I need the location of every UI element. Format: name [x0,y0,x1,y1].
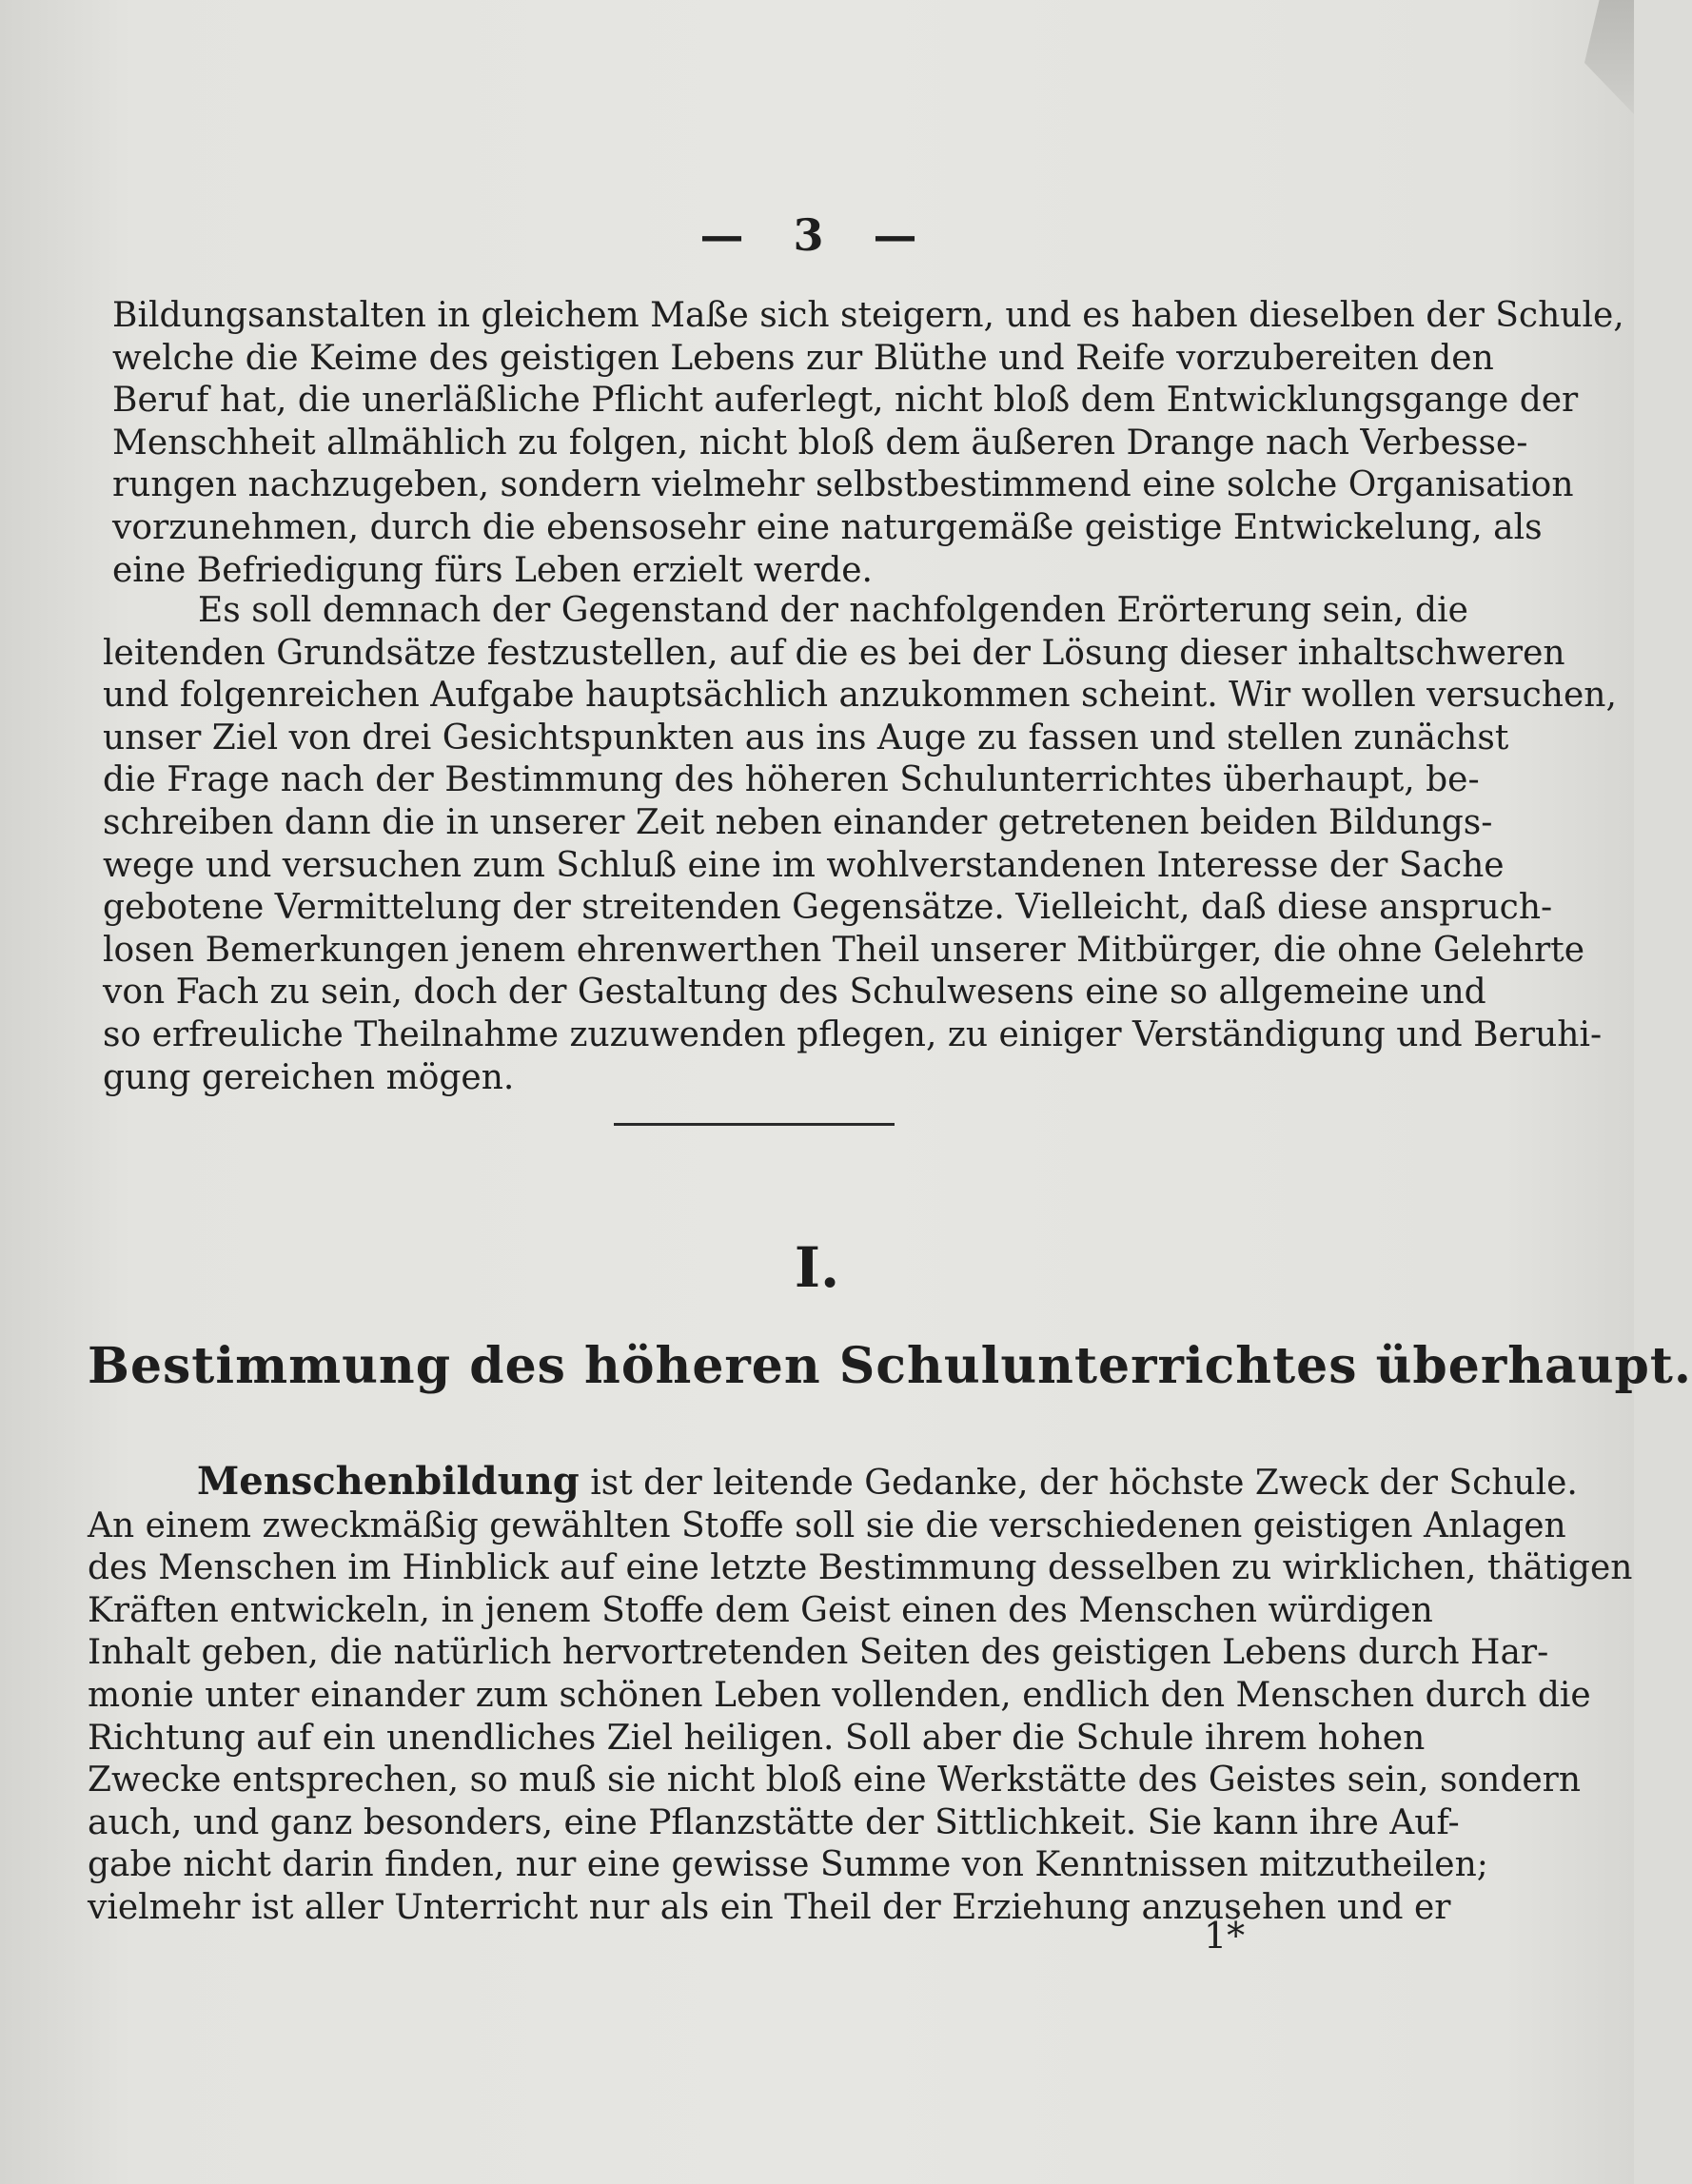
text-line-rest: ist der leitende Gedanke, der höchste Zweck der Schule. [579,1464,1578,1503]
text-line: gabe nicht darin finden, nur eine gewisse Summe von Kenntnissen mitzutheilen; [88,1845,1488,1885]
page-corner-fold [1584,0,1634,114]
text-line: so erfreuliche Theilnahme zuzuwenden pflegen, zu einiger Verständigung und Beruhi- [103,1014,1603,1054]
text-line: rungen nachzugeben, sondern vielmehr selbstbestimmend eine solche Organisation [112,465,1574,505]
text-line: gung gereichen mögen. [103,1057,515,1097]
text-line: Es soll demnach der Gegenstand der nachfolgenden Erörterung sein, die [198,591,1468,630]
text-line [88,1459,1578,1505]
text-line: die Frage nach der Bestimmung des höheren Schulunterrichtes überhaupt, be- [103,760,1480,800]
section-numeral: I. [794,1235,840,1300]
text-line: vorzunehmen, durch die ebensosehr eine naturgemäße geistige Entwickelung, als [112,507,1543,547]
text-line: Richtung auf ein unendliches Ziel heiligen. Soll aber die Schule ihrem hohen [88,1718,1426,1758]
text-line: Menschheit allmählich zu folgen, nicht bloß dem äußeren Drange nach Verbesse- [112,423,1528,462]
text-line: gebotene Vermittelung der streitenden Gegensätze. Vielleicht, daß diese anspruch- [103,888,1553,928]
text-line: des Menschen im Hinblick auf eine letzte Bestimmung desselben zu wirklichen, thätigen [88,1548,1633,1588]
text-line: monie unter einander zum schönen Leben vollenden, endlich den Menschen durch die [88,1675,1591,1715]
text-line: wege und versuchen zum Schluß eine im wohlverstandenen Interesse der Sache [103,845,1505,885]
page-number: — 3 — [699,209,935,261]
text-line: An einem zweckmäßig gewählten Stoffe soll sie die verschiedenen geistigen Anlagen [88,1505,1566,1545]
text-line: Inhalt geben, die natürlich hervortretenden Seiten des geistigen Lebens durch Har- [88,1633,1549,1673]
text-line: Kräften entwickeln, in jenem Stoffe dem Geist einen des Menschen würdigen [88,1590,1433,1630]
section-divider [614,1123,895,1126]
text-line: unser Ziel von drei Gesichtspunkten aus ins Auge zu fassen und stellen zunächst [103,718,1509,758]
text-line: leitenden Grundsätze festzustellen, auf die es bei der Lösung dieser inhaltschweren [103,633,1565,673]
text-line: von Fach zu sein, doch der Gestaltung des Schulwesens eine so allgemeine und [103,973,1486,1013]
paragraph-2 [103,590,1617,1099]
signature-mark: 1* [1204,1915,1246,1957]
text-line: Beruf hat, die unerläßliche Pflicht auferlegt, nicht bloß dem Entwicklungsgange der [112,381,1579,421]
text-line: schreiben dann die in unserer Zeit neben einander getretenen beiden Bildungs- [103,802,1493,842]
text-line: losen Bemerkungen jenem ehrenwerthen Theil unserer Mitbürger, die ohne Gelehrte [103,930,1585,970]
text-line: und folgenreichen Aufgabe hauptsächlich anzukommen scheint. Wir wollen versuchen, [103,676,1617,716]
text-line: eine Befriedigung fürs Leben erzielt werde. [112,550,873,590]
text-line: vielmehr ist aller Unterricht nur als ein Theil der Erziehung anzusehen und er [88,1887,1451,1927]
text-line: welche die Keime des geistigen Lebens zur Blüthe und Reife vorzubereiten den [112,338,1494,378]
paragraph-3 [88,1459,1633,1930]
paragraph-1 [112,295,1624,592]
text-line: Zwecke entsprechen, so muß sie nicht bloß eine Werkstätte des Geistes sein, sondern [88,1761,1582,1800]
lead-word: Menschenbildung [197,1459,580,1504]
section-title: Bestimmung des höheren Schulunterrichtes überhaupt. [88,1337,1692,1395]
text-line: auch, und ganz besonders, eine Pflanzstätte der Sittlichkeit. Sie kann ihre Auf- [88,1802,1460,1842]
text-line: Bildungsanstalten in gleichem Maße sich steigern, und es haben dieselben der Schule, [112,296,1624,335]
